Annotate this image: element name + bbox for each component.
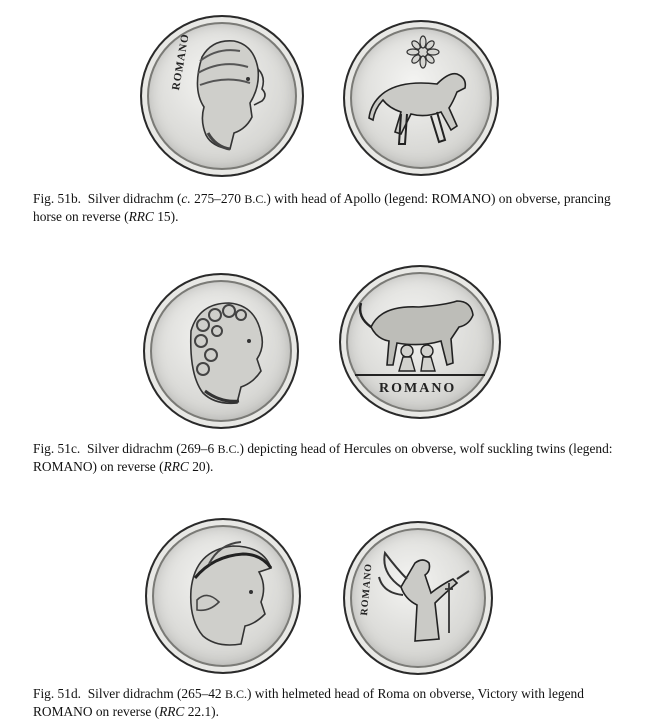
reverse-legend: ROMANO bbox=[359, 562, 375, 616]
coin-victory-reverse bbox=[343, 521, 493, 675]
prancing-horse-icon bbox=[345, 22, 497, 174]
rosette-icon bbox=[407, 36, 439, 68]
figure-label: Fig. 51b. bbox=[33, 191, 81, 206]
reverse-legend: ROMANO bbox=[379, 381, 457, 396]
figure-caption-51d: Fig. 51d. Silver didrachm (265–42 B.C.) with helmeted head of Roma on obverse, Victory with legend ROMANO on reverse (RRC 22.1). bbox=[33, 686, 584, 719]
twins-icon bbox=[399, 345, 435, 371]
coin-wolf-reverse bbox=[339, 265, 501, 419]
figure-label: Fig. 51d. bbox=[33, 686, 81, 701]
figure-label: Fig. 51c. bbox=[33, 441, 81, 456]
coin-apollo-obverse bbox=[140, 15, 304, 177]
apollo-head-icon bbox=[142, 17, 302, 175]
coin-horse-reverse bbox=[343, 20, 499, 176]
coin-roma-obverse bbox=[145, 518, 301, 674]
hercules-head-icon bbox=[145, 275, 297, 427]
helmeted-roma-head-icon bbox=[147, 520, 299, 672]
figure-caption-51c: Fig. 51c. Silver didrachm (269–6 B.C.) depicting head of Hercules on obverse, wolf suckling twins (legend: ROMANO) on reverse (RRC 20). bbox=[33, 441, 613, 474]
figure-caption-51b: Fig. 51b. Silver didrachm (c. 275–270 B.C.) with head of Apollo (legend: ROMANO) on obverse, prancing horse on reverse (RRC 15). bbox=[33, 191, 611, 224]
obverse-legend: ROMANO bbox=[170, 32, 192, 92]
coin-hercules-obverse bbox=[143, 273, 299, 429]
